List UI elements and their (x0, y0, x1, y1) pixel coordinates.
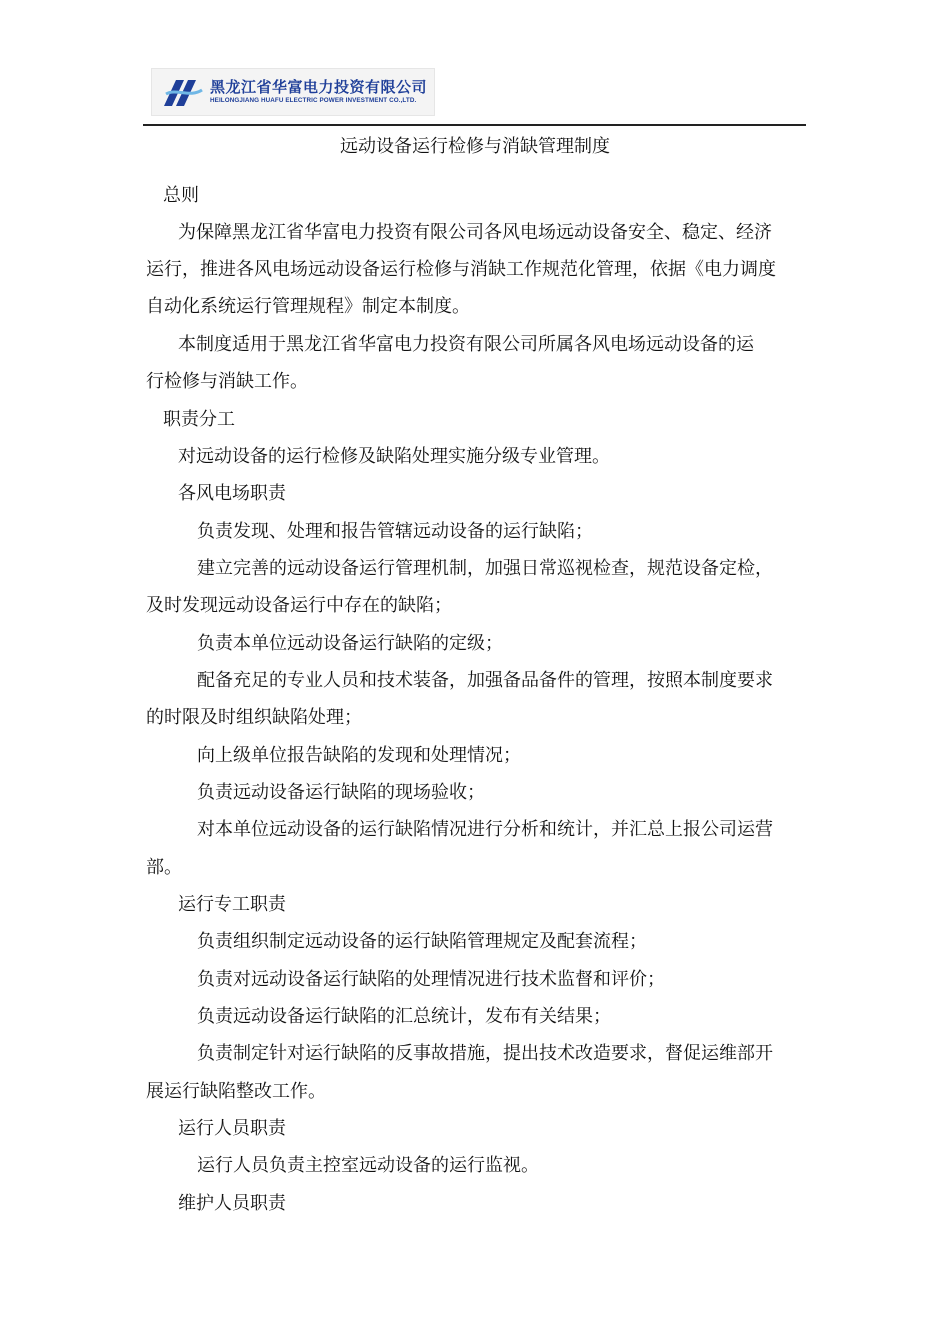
list-item-continuation: 及时发现远动设备运行中存在的缺陷； (146, 595, 452, 616)
subsection-heading: 运行专工职责 (178, 894, 286, 915)
company-logo (151, 68, 435, 116)
list-item-continuation: 展运行缺陷整改工作。 (146, 1081, 326, 1102)
list-item: 向上级单位报告缺陷的发现和处理情况； (197, 745, 521, 766)
list-item: 配备充足的专业人员和技术装备，加强备品备件的管理，按照本制度要求 (197, 670, 773, 691)
company-logo-icon (162, 76, 204, 110)
paragraph-line: 行检修与消缺工作。 (146, 371, 308, 392)
list-item: 负责远动设备运行缺陷的汇总统计，发布有关结果； (197, 1006, 611, 1027)
document-title: 远动设备运行检修与消缺管理制度 (340, 136, 610, 157)
subsection-heading: 各风电场职责 (178, 483, 286, 504)
list-item: 负责远动设备运行缺陷的现场验收； (197, 782, 485, 803)
company-name-en: HEILONGJIANG HUAFU ELECTRIC POWER INVESTMENT CO.,LTD. (210, 97, 417, 104)
section-heading-general: 总则 (163, 185, 199, 206)
paragraph-line: 为保障黑龙江省华富电力投资有限公司各风电场远动设备安全、稳定、经济 (178, 222, 772, 243)
list-item: 负责本单位远动设备运行缺陷的定级； (197, 633, 503, 654)
paragraph-line: 运行，推进各风电场远动设备运行检修与消缺工作规范化管理，依据《电力调度 (146, 259, 776, 280)
section-heading-duties: 职责分工 (163, 409, 235, 430)
list-item: 负责对远动设备运行缺陷的处理情况进行技术监督和评价； (197, 969, 665, 990)
subsection-heading: 维护人员职责 (178, 1193, 286, 1214)
list-item: 负责制定针对运行缺陷的反事故措施，提出技术改造要求，督促运维部开 (197, 1043, 773, 1064)
list-item: 建立完善的远动设备运行管理机制，加强日常巡视检查，规范设备定检， (197, 558, 773, 579)
list-item: 负责组织制定远动设备的运行缺陷管理规定及配套流程； (197, 931, 647, 952)
paragraph-line: 对远动设备的运行检修及缺陷处理实施分级专业管理。 (178, 446, 610, 467)
list-item-continuation: 部。 (146, 857, 182, 878)
company-name-cn: 黑龙江省华富电力投资有限公司 (210, 78, 428, 96)
list-item: 负责发现、处理和报告管辖远动设备的运行缺陷； (197, 521, 593, 542)
paragraph-line: 自动化系统运行管理规程》制定本制度。 (146, 296, 470, 317)
paragraph-line: 本制度适用于黑龙江省华富电力投资有限公司所属各风电场远动设备的运 (178, 334, 754, 355)
list-item: 对本单位远动设备的运行缺陷情况进行分析和统计，并汇总上报公司运营 (197, 819, 773, 840)
header-divider (143, 124, 806, 126)
list-item-continuation: 的时限及时组织缺陷处理； (146, 707, 362, 728)
list-item: 运行人员负责主控室远动设备的运行监视。 (197, 1155, 539, 1176)
subsection-heading: 运行人员职责 (178, 1118, 286, 1139)
